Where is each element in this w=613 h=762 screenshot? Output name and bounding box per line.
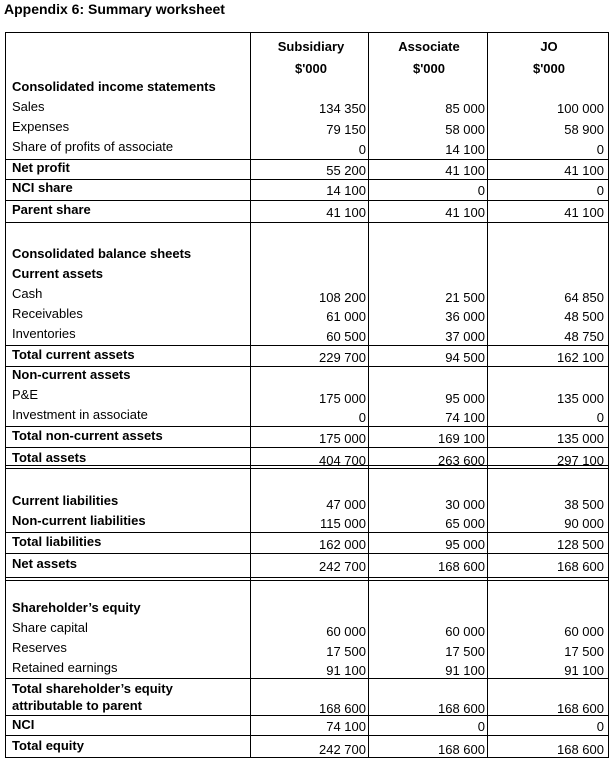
cell-value: 74 100 (326, 719, 366, 734)
row-divider (5, 532, 609, 533)
cell-value: 108 200 (319, 290, 366, 305)
cell-value: 91 100 (445, 663, 485, 678)
row-divider (5, 222, 609, 223)
cell-value: 14 100 (445, 142, 485, 157)
row-label: attributable to parent (12, 698, 143, 713)
cell-value: 0 (596, 410, 604, 425)
cell-value: 21 500 (445, 290, 485, 305)
row-label: Cash (12, 286, 43, 301)
cell-value: 61 000 (326, 309, 366, 324)
column-unit: $'000 (412, 61, 445, 76)
row-label: P&E (12, 387, 39, 402)
cell-value: 263 600 (438, 453, 485, 468)
cell-value: 0 (596, 719, 604, 734)
cell-value: 128 500 (557, 537, 604, 552)
row-label: Total assets (12, 450, 87, 465)
row-label: Current liabilities (12, 493, 119, 508)
row-divider (5, 159, 609, 160)
cell-value: 168 600 (557, 701, 604, 716)
cell-value: 242 700 (319, 559, 366, 574)
cell-value: 64 850 (564, 290, 604, 305)
cell-value: 48 500 (564, 309, 604, 324)
row-label: Reserves (12, 640, 67, 655)
row-label: Non-current liabilities (12, 513, 146, 528)
row-label: Total non-current assets (12, 428, 163, 443)
cell-value: 58 900 (564, 122, 604, 137)
row-divider (5, 580, 609, 581)
cell-value: 60 500 (326, 329, 366, 344)
cell-value: 65 000 (445, 516, 485, 531)
row-label: Net assets (12, 556, 78, 571)
cell-value: 14 100 (326, 183, 366, 198)
row-label: Total equity (12, 738, 84, 753)
row-label: Total liabilities (12, 534, 102, 549)
row-label: Total current assets (12, 347, 135, 362)
row-divider (5, 345, 609, 346)
cell-value: 0 (477, 183, 485, 198)
cell-value: 41 100 (564, 205, 604, 220)
row-label: NCI (12, 717, 35, 732)
cell-value: 168 600 (319, 701, 366, 716)
cell-value: 58 000 (445, 122, 485, 137)
cell-value: 168 600 (438, 701, 485, 716)
row-label: Consolidated balance sheets (12, 246, 192, 261)
row-label: Parent share (12, 202, 91, 217)
row-label: Non-current assets (12, 367, 131, 382)
cell-value: 229 700 (319, 350, 366, 365)
cell-value: 168 600 (557, 742, 604, 757)
row-label: Inventories (12, 326, 76, 341)
row-label: Investment in associate (12, 407, 148, 422)
row-label: Share of profits of associate (12, 139, 174, 154)
row-divider (5, 735, 609, 736)
cell-value: 175 000 (319, 431, 366, 446)
cell-value: 0 (358, 410, 366, 425)
row-label: Expenses (12, 119, 70, 134)
row-label: Receivables (12, 306, 83, 321)
cell-value: 242 700 (319, 742, 366, 757)
cell-value: 135 000 (557, 431, 604, 446)
cell-value: 115 000 (319, 516, 366, 531)
cell-value: 0 (596, 142, 604, 157)
column-divider (487, 32, 488, 758)
cell-value: 17 500 (445, 644, 485, 659)
cell-value: 36 000 (445, 309, 485, 324)
cell-value: 95 000 (445, 537, 485, 552)
cell-value: 47 000 (326, 497, 366, 512)
cell-value: 134 350 (319, 101, 366, 116)
cell-value: 60 000 (326, 624, 366, 639)
column-unit: $'000 (294, 61, 327, 76)
column-divider (368, 32, 369, 758)
cell-value: 41 100 (564, 163, 604, 178)
row-label: Share capital (12, 620, 88, 635)
cell-value: 17 500 (564, 644, 604, 659)
cell-value: 175 000 (319, 391, 366, 406)
cell-value: 60 000 (564, 624, 604, 639)
row-label: Consolidated income statements (12, 79, 216, 94)
cell-value: 37 000 (445, 329, 485, 344)
cell-value: 0 (358, 142, 366, 157)
page-title: Appendix 6: Summary worksheet (4, 1, 225, 17)
row-divider (5, 200, 609, 201)
cell-value: 41 100 (445, 163, 485, 178)
column-unit: $'000 (532, 61, 565, 76)
row-label: Sales (12, 99, 45, 114)
cell-value: 94 500 (445, 350, 485, 365)
cell-value: 48 750 (564, 329, 604, 344)
cell-value: 0 (596, 183, 604, 198)
row-label: Total shareholder’s equity (12, 681, 173, 696)
cell-value: 17 500 (326, 644, 366, 659)
cell-value: 30 000 (445, 497, 485, 512)
cell-value: 100 000 (557, 101, 604, 116)
cell-value: 38 500 (564, 497, 604, 512)
row-divider (5, 447, 609, 448)
row-divider (5, 553, 609, 554)
row-label: Net profit (12, 160, 70, 175)
cell-value: 95 000 (445, 391, 485, 406)
cell-value: 297 100 (557, 453, 604, 468)
cell-value: 169 100 (438, 431, 485, 446)
cell-value: 91 100 (564, 663, 604, 678)
row-divider (5, 678, 609, 679)
cell-value: 60 000 (445, 624, 485, 639)
cell-value: 41 100 (326, 205, 366, 220)
cell-value: 168 600 (557, 559, 604, 574)
row-label: Shareholder’s equity (12, 600, 141, 615)
row-divider (5, 468, 609, 469)
row-label: NCI share (12, 180, 73, 195)
cell-value: 162 000 (319, 537, 366, 552)
column-header-subsidiary: Subsidiary (277, 39, 345, 54)
cell-value: 41 100 (445, 205, 485, 220)
cell-value: 135 000 (557, 391, 604, 406)
cell-value: 168 600 (438, 559, 485, 574)
cell-value: 55 200 (326, 163, 366, 178)
cell-value: 91 100 (326, 663, 366, 678)
cell-value: 162 100 (557, 350, 604, 365)
cell-value: 85 000 (445, 101, 485, 116)
cell-value: 168 600 (438, 742, 485, 757)
cell-value: 74 100 (445, 410, 485, 425)
row-label: Retained earnings (12, 660, 118, 675)
column-divider (250, 32, 251, 758)
row-divider (5, 577, 609, 578)
cell-value: 404 700 (319, 453, 366, 468)
cell-value: 79 150 (326, 122, 366, 137)
cell-value: 0 (477, 719, 485, 734)
cell-value: 90 000 (564, 516, 604, 531)
row-divider (5, 179, 609, 180)
column-header-associate: Associate (398, 39, 460, 54)
row-divider (5, 426, 609, 427)
row-label: Current assets (12, 266, 104, 281)
column-header-jo: JO (540, 39, 558, 54)
